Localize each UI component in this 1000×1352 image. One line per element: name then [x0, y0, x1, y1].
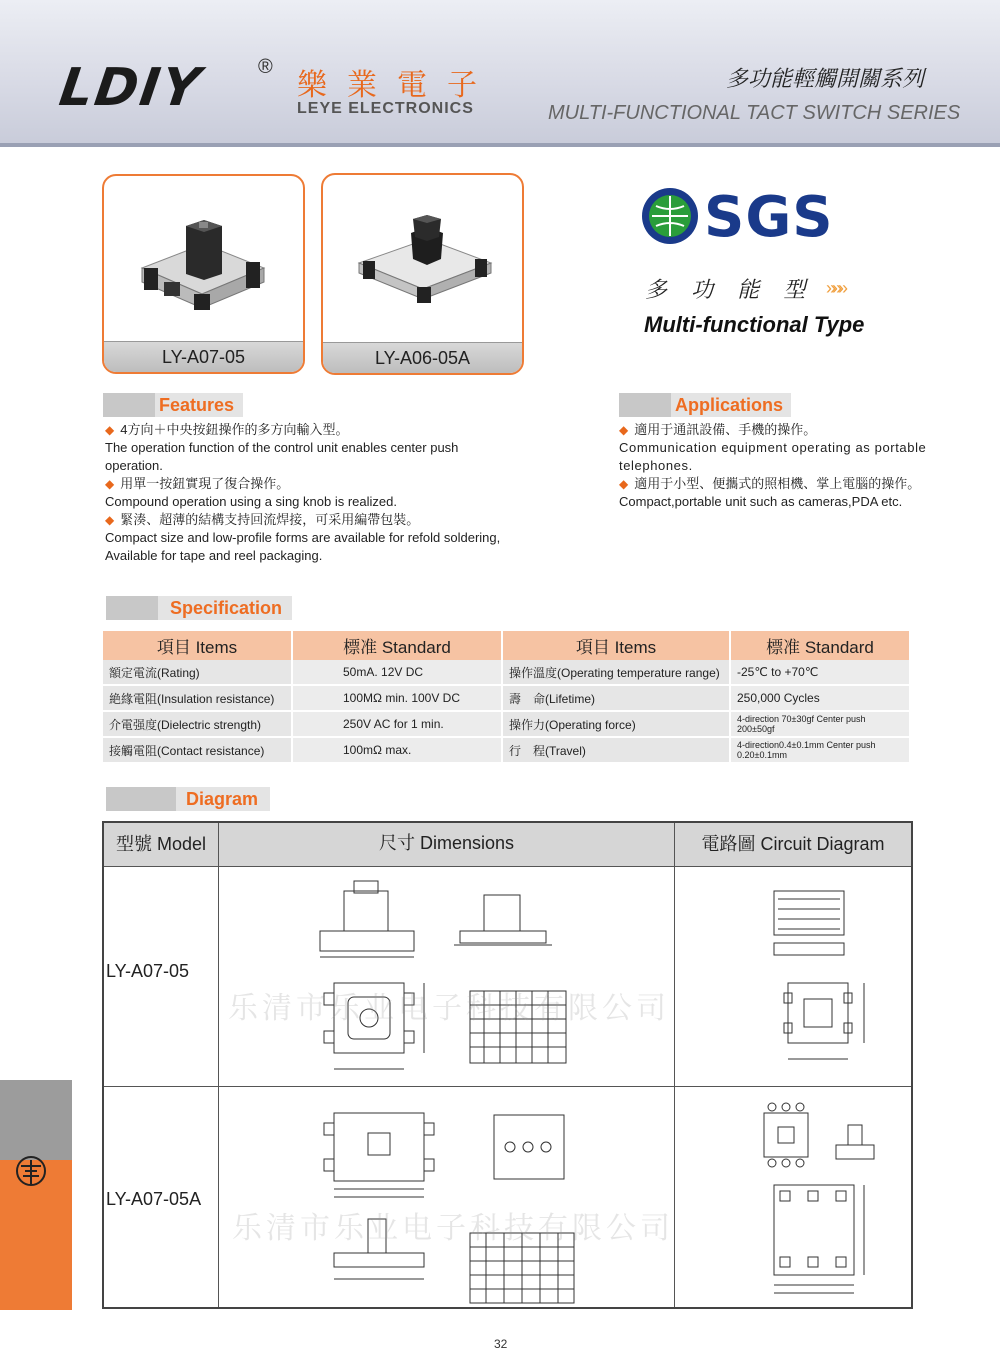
feature-item-en: The operation function of the control unit enables center push operation.: [105, 440, 459, 473]
diagram-model-label: LY-A07-05: [106, 961, 190, 981]
watermark: 乐清市乐业电子科技有限公司: [228, 991, 670, 1026]
watermark: 乐清市乐业电子科技有限公司: [232, 1211, 674, 1246]
dimension-drawing-icon: [314, 1093, 664, 1308]
company-emblem-icon: [14, 1154, 48, 1188]
specification-section-header: [106, 596, 292, 620]
brand-logo: LDIY: [55, 58, 206, 118]
spec-header-row: [103, 631, 909, 660]
page-number: 32: [494, 1337, 508, 1351]
chevron-right-icon: »»»: [826, 278, 845, 298]
feature-item: ◆ 緊湊、超薄的結構支持回流焊接，可采用編帶包裝。: [105, 512, 420, 527]
spec-value: 250V AC for 1 min.: [292, 711, 502, 737]
spec-value: 100MΩ min. 100V DC: [292, 685, 502, 711]
spec-item: 行 程(Travel): [502, 737, 730, 763]
series-title-cn: 多功能輕觸開關系列: [726, 66, 925, 91]
application-item: ◆ 適用于小型、便攜式的照相機、掌上電腦的操作。: [619, 476, 921, 491]
application-item-en: Communication equipment operating as portable telephones.: [619, 440, 927, 473]
spec-value: 4-direction 70±30gf Center push 200±50gf: [730, 711, 909, 737]
spec-item: 操作溫度(Operating temperature range): [502, 660, 730, 685]
spec-header-items: 項目 Items: [502, 631, 730, 660]
feature-item-en: Compact size and low-profile forms are available for refold soldering, Available for tape and reel packaging.: [105, 530, 501, 563]
applications-section-header: [619, 393, 791, 417]
type-title-cn: 多 功 能 型: [645, 277, 815, 302]
spec-header-standard: 標准 Standard: [292, 631, 502, 660]
specification-title: Specification: [170, 598, 283, 618]
spec-item: 接觸電阻(Contact resistance): [103, 737, 292, 763]
application-item: ◆ 適用于通訊設備、手機的操作。: [619, 422, 817, 437]
switch-photo-icon: [323, 175, 522, 343]
features-list: [105, 421, 515, 565]
diagram-header-dimensions: 尺寸 Dimensions: [219, 823, 674, 866]
diagram-title: Diagram: [186, 789, 259, 809]
side-tab: [0, 1080, 72, 1310]
table-row: [103, 737, 909, 763]
brand-name-en: LEYE ELECTRONICS: [297, 100, 474, 117]
spec-value: -25℃ to +70℃: [730, 660, 909, 685]
spec-value: 4-direction0.4±0.1mm Center push 0.20±0.1mm: [730, 737, 909, 763]
feature-item: ◆ 用單一按鈕實現了復合操作。: [105, 476, 290, 491]
spec-item: 壽 命(Lifetime): [502, 685, 730, 711]
features-section-header: [103, 393, 243, 417]
features-title: Features: [159, 395, 235, 415]
feature-item: ◆ 4方向＋中央按鈕操作的多方向輸入型。: [105, 422, 349, 437]
spec-header-standard: 標准 Standard: [730, 631, 909, 660]
product-model-label: LY-A07-05: [104, 341, 303, 372]
diagram-header-circuit: 電路圖 Circuit Diagram: [675, 823, 911, 866]
diagram-table: [102, 821, 913, 1309]
spec-value: 100mΩ max.: [292, 737, 502, 763]
spec-item: 介電强度(Dielectric strength): [103, 711, 292, 737]
table-row: [103, 711, 909, 737]
specification-table: [103, 631, 909, 764]
spec-value: 50mA. 12V DC: [292, 660, 502, 685]
application-item-en: Compact,portable unit such as cameras,PDA etc.: [619, 494, 903, 509]
product-model-label: LY-A06-05A: [323, 342, 522, 373]
product-card-ly-a07-05: [102, 174, 305, 374]
circuit-diagram-icon: [744, 1095, 912, 1305]
series-title-en: MULTI-FUNCTIONAL TACT SWITCH SERIES: [548, 102, 961, 124]
sgs-globe-icon: [640, 186, 700, 246]
sgs-logo: SGS: [704, 185, 834, 250]
applications-title: Applications: [675, 395, 784, 415]
circuit-diagram-icon: [764, 883, 914, 1083]
spec-header-items: 項目 Items: [103, 631, 292, 660]
diagram-model-label: LY-A07-05A: [106, 1189, 202, 1209]
spec-item: 絶緣電阻(Insulation resistance): [103, 685, 292, 711]
dimension-drawing-icon: [304, 873, 664, 1083]
type-title-en: Multi-functional Type: [644, 312, 865, 337]
table-row: [103, 685, 909, 711]
feature-item-en: Compound operation using a sing knob is realized.: [105, 494, 397, 509]
spec-item: 操作力(Operating force): [502, 711, 730, 737]
diagram-section-header: [106, 787, 270, 811]
product-card-ly-a06-05a: [321, 173, 524, 375]
spec-item: 額定電流(Rating): [103, 660, 292, 685]
switch-photo-icon: [104, 176, 303, 342]
table-row: [103, 660, 909, 685]
applications-list: [619, 421, 959, 511]
spec-value: 250,000 Cycles: [730, 685, 909, 711]
diagram-header-model: 型號 Model: [104, 823, 218, 866]
brand-name-cn: 樂業電子: [297, 68, 497, 103]
registered-mark: ®: [258, 56, 273, 78]
header-divider: [0, 143, 1000, 147]
